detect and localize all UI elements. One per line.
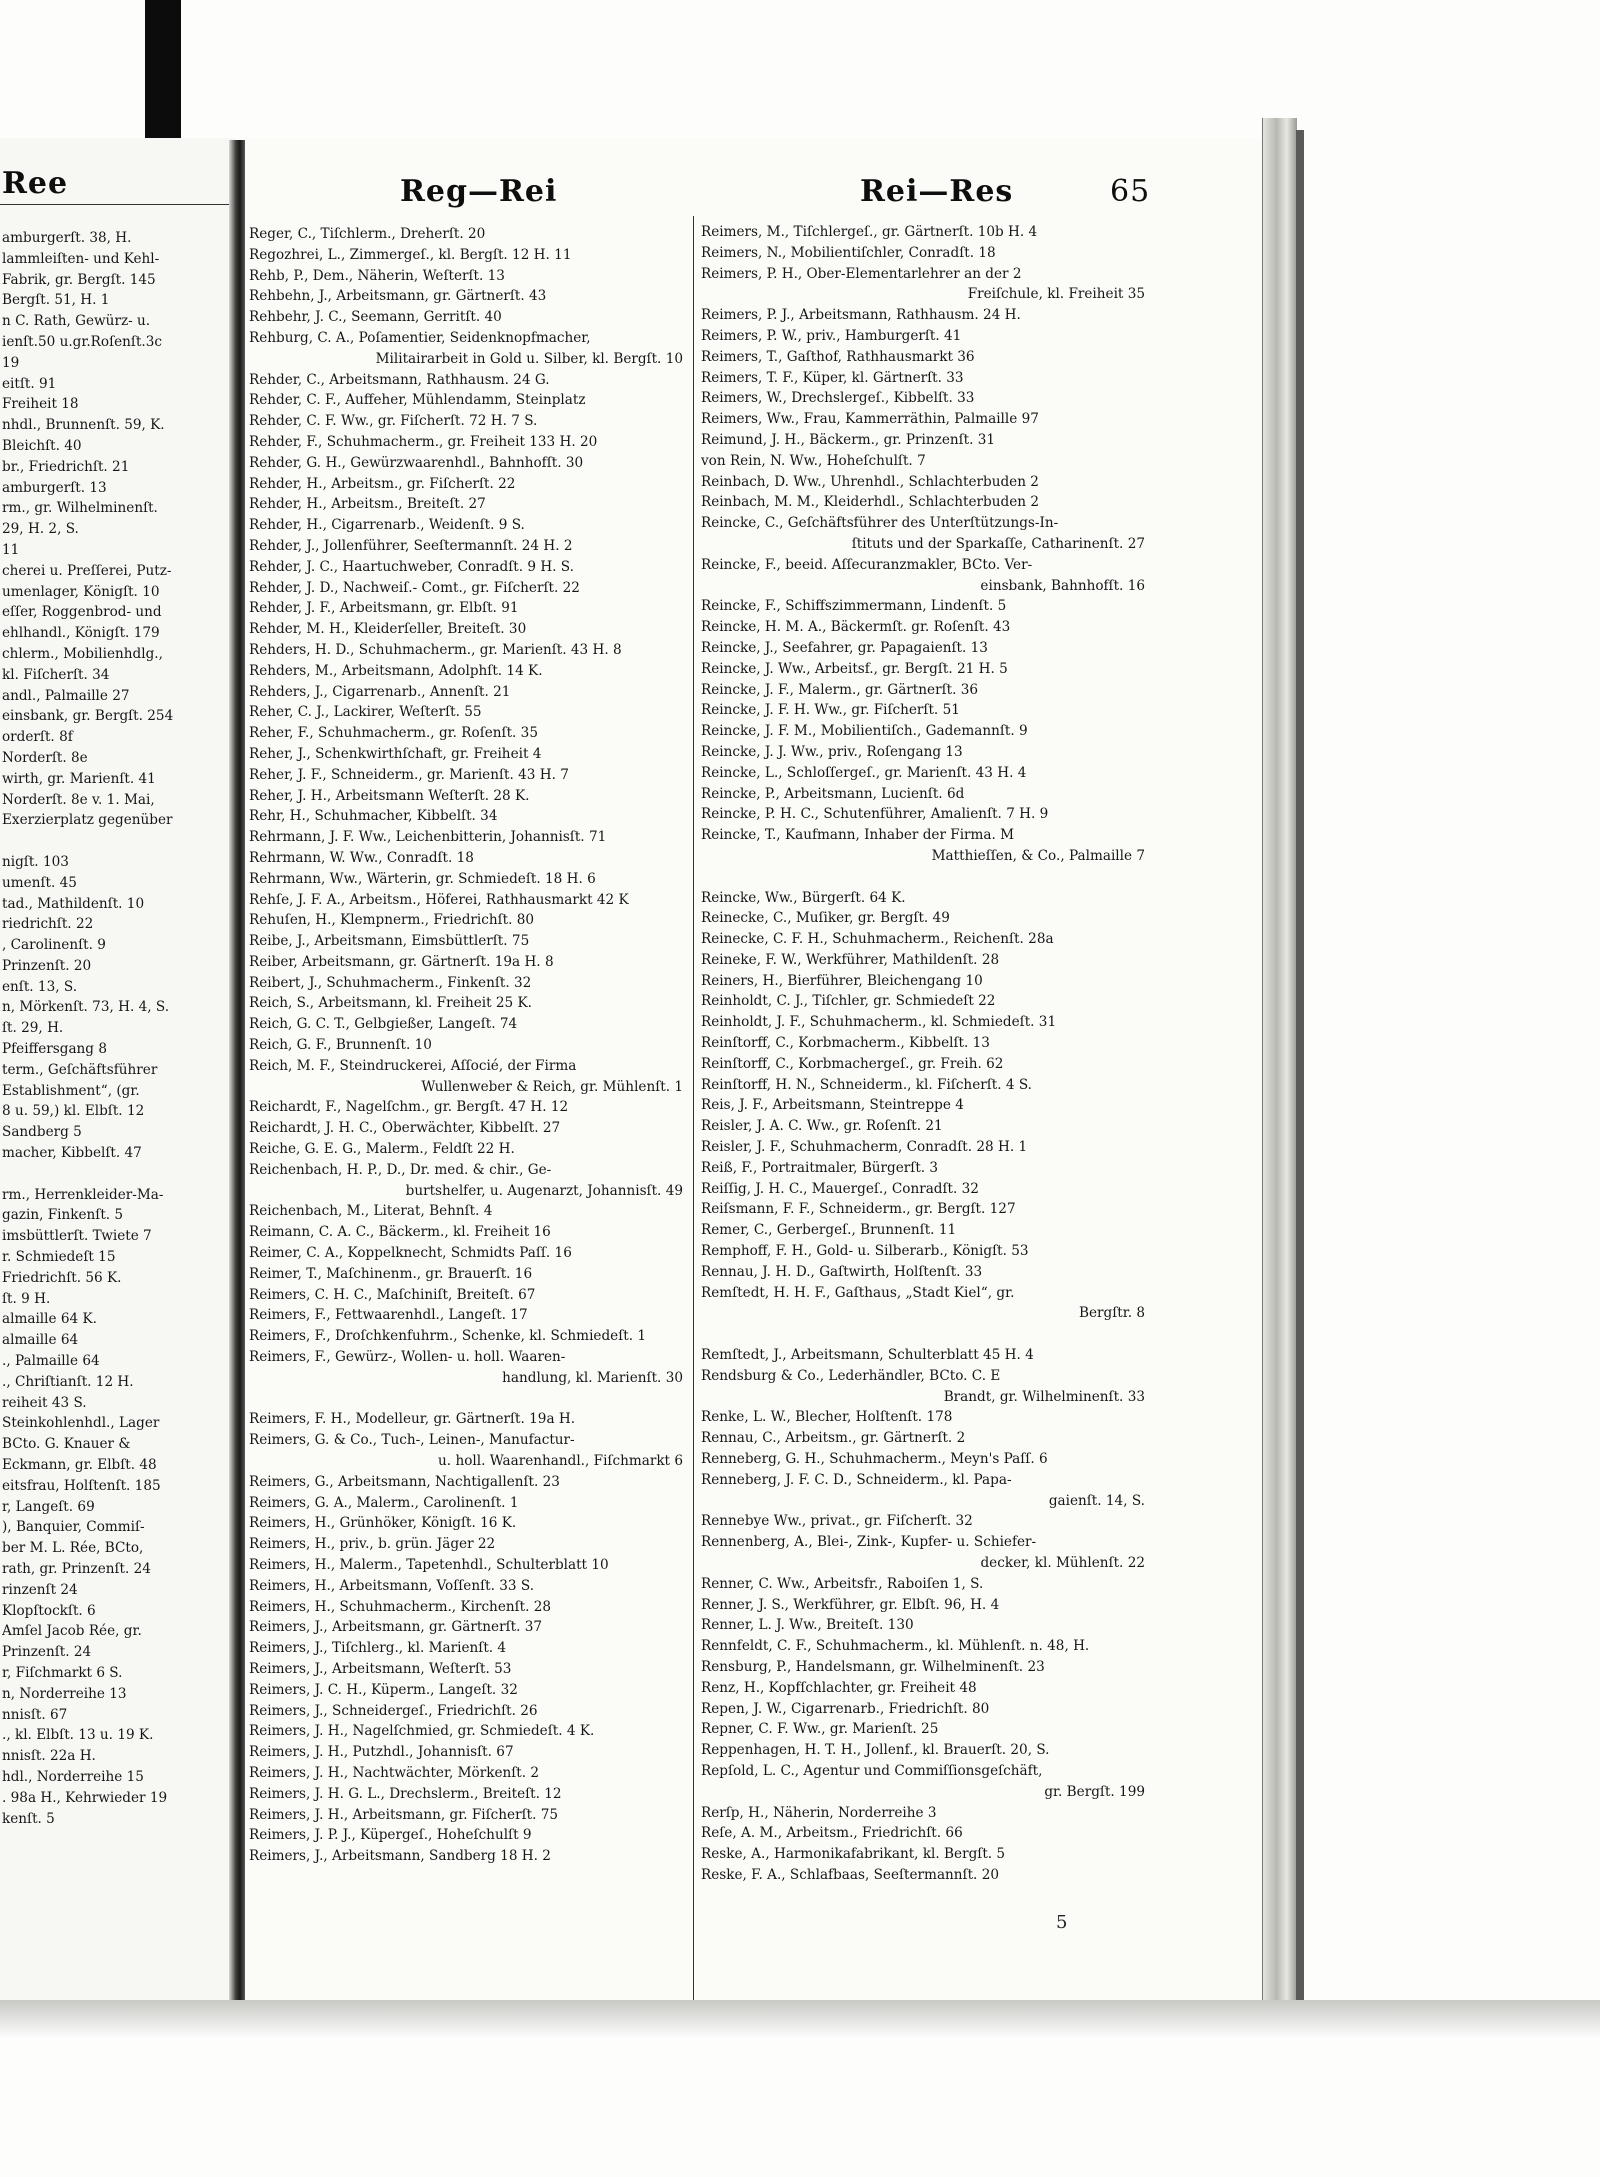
directory-entry: Rendsburg & Co., Lederhändler, BCto. C. E bbox=[701, 1367, 1001, 1384]
directory-entry: Reimers, J. H., Putzhdl., Johannisſt. 67 bbox=[249, 1744, 514, 1761]
right-page-header-left: Reg—Rei bbox=[400, 174, 558, 209]
directory-entry: Establishment“, (gr. bbox=[2, 1082, 140, 1099]
directory-column-1 bbox=[249, 224, 689, 1867]
directory-entry: Reiners, H., Bierführer, Bleichengang 10 bbox=[701, 972, 983, 989]
directory-entry: nigſt. 103 bbox=[2, 853, 69, 870]
directory-entry: Reimers, J. C. H., Küperm., Langeſt. 32 bbox=[249, 1681, 518, 1698]
directory-entry: Rehburg, C. A., Poſamentier, Seidenknopfmacher, bbox=[249, 329, 591, 346]
directory-entry: Reimers, F., Gewürz-, Wollen- u. holl. Waaren- bbox=[249, 1349, 566, 1366]
directory-entry: gr. Bergſt. 199 bbox=[1044, 1783, 1145, 1800]
blank-line bbox=[2, 1164, 228, 1185]
directory-entry: Reichenbach, M., Literat, Behnſt. 4 bbox=[249, 1203, 493, 1220]
directory-entry: Reske, F. A., Schlafbaas, Seeſtermannſt. 20 bbox=[701, 1866, 999, 1883]
directory-entry: , Carolinenſt. 9 bbox=[2, 937, 106, 954]
directory-entry: Reinholdt, C. J., Tiſchler, gr. Schmiedeſt 22 bbox=[701, 993, 996, 1010]
directory-entry: reiheit 43 S. bbox=[2, 1394, 87, 1411]
directory-entry: Reinholdt, J. F., Schuhmacherm., kl. Schmiedeſt. 31 bbox=[701, 1014, 1057, 1031]
directory-entry: Renneberg, J. F. C. D., Schneiderm., kl. Papa- bbox=[701, 1471, 1012, 1488]
right-page-header-right: Rei—Res bbox=[860, 174, 1014, 209]
directory-entry: Reimers, J. H., Arbeitsmann, gr. Fiſcherſt. 75 bbox=[249, 1806, 559, 1823]
directory-entry: Reiſſig, J. H. C., Mauergeſ., Conradſt. 32 bbox=[701, 1180, 979, 1197]
directory-entry: ehlhandl., Königſt. 179 bbox=[2, 625, 160, 642]
directory-entry: Reimund, J. H., Bäckerm., gr. Prinzenſt. 31 bbox=[701, 431, 996, 448]
directory-entry: Reinbach, M. M., Kleiderhdl., Schlachterbuden 2 bbox=[701, 494, 1039, 511]
directory-entry: n, Norderreihe 13 bbox=[2, 1685, 127, 1702]
directory-entry: Norderſt. 8e bbox=[2, 749, 88, 766]
directory-entry: Reincke, P. H. C., Schutenführer, Amalienſt. 7 H. 9 bbox=[701, 806, 1049, 823]
directory-entry: BCto. G. Knauer & bbox=[2, 1436, 131, 1453]
directory-entry: Reinſtorff, H. N., Schneiderm., kl. Fiſcherſt. 4 S. bbox=[701, 1076, 1032, 1093]
directory-entry: Rehder, H., Arbeitsm., Breiteſt. 27 bbox=[249, 496, 486, 513]
directory-entry: Reincke, C., Geſchäftsführer des Unterſtützungs-In- bbox=[701, 515, 1059, 532]
directory-entry: Steinkohlenhdl., Lager bbox=[2, 1415, 160, 1432]
directory-entry: eitsfrau, Holſtenſt. 185 bbox=[2, 1477, 161, 1494]
directory-entry: Rehder, H., Cigarrenarb., Weidenſt. 9 S. bbox=[249, 517, 525, 534]
directory-entry: Reichenbach, H. P., D., Dr. med. & chir., Ge- bbox=[249, 1161, 552, 1178]
directory-entry: Reimers, J. H., Nagelſchmied, gr. Schmiedeſt. 4 K. bbox=[249, 1723, 595, 1740]
directory-entry: Freiheit 18 bbox=[2, 396, 79, 413]
directory-entry: umenſt. 45 bbox=[2, 874, 77, 891]
directory-entry: Reimers, T. F., Küper, kl. Gärtnerſt. 33 bbox=[701, 369, 964, 386]
directory-entry: Rennebye Ww., privat., gr. Fiſcherſt. 32 bbox=[701, 1513, 973, 1530]
directory-entry: Militairarbeit in Gold u. Silber, kl. Bergſt. 10 bbox=[375, 350, 683, 367]
directory-entry: Reimers, G., Arbeitsmann, Nachtigallenſt. 23 bbox=[249, 1473, 560, 1490]
directory-entry: Bleichſt. 40 bbox=[2, 437, 82, 454]
directory-entry: Remſtedt, H. H. F., Gaſthaus, „Stadt Kiel“, gr. bbox=[701, 1284, 1015, 1301]
directory-entry: Remphoff, F. H., Gold- u. Silberarb., Königſt. 53 bbox=[701, 1243, 1029, 1260]
blank-line bbox=[249, 1389, 689, 1410]
directory-entry: Rerſp, H., Näherin, Norderreihe 3 bbox=[701, 1804, 937, 1821]
directory-entry: Reiber, Arbeitsmann, gr. Gärtnerſt. 19a H. 8 bbox=[249, 953, 554, 970]
page-number: 65 bbox=[1110, 174, 1151, 209]
directory-entry: 11 bbox=[2, 541, 20, 558]
directory-entry: Reimers, P. J., Arbeitsmann, Rathhausm. 24 H. bbox=[701, 307, 1021, 324]
blank-line bbox=[701, 1324, 1151, 1345]
directory-entry: chlerm., Mobilienhdlg., bbox=[2, 645, 163, 662]
directory-entry: Reis, J. F., Arbeitsmann, Steintreppe 4 bbox=[701, 1097, 964, 1114]
directory-entry: Klopſtockſt. 6 bbox=[2, 1602, 96, 1619]
directory-entry: Reske, A., Harmonikafabrikant, kl. Bergſt. 5 bbox=[701, 1846, 1006, 1863]
directory-entry: Rehder, J. F., Arbeitsmann, gr. Elbſt. 91 bbox=[249, 600, 519, 617]
directory-entry: kenſt. 5 bbox=[2, 1810, 55, 1827]
directory-entry: amburgerſt. 38, H. bbox=[2, 230, 132, 246]
directory-entry: Reincke, F., Schiffszimmermann, Lindenſt. 5 bbox=[701, 598, 1007, 615]
directory-entry: Reher, C. J., Lackirer, Weſterſt. 55 bbox=[249, 704, 482, 721]
directory-entry: enſt. 13, S. bbox=[2, 978, 78, 995]
directory-entry: von Rein, N. Ww., Hoheſchulſt. 7 bbox=[701, 452, 926, 469]
directory-entry: Rennau, J. H. D., Gaſtwirth, Holſtenſt. 33 bbox=[701, 1263, 983, 1280]
left-header-rule bbox=[0, 204, 230, 205]
directory-entry: Remer, C., Gerbergeſ., Brunnenſt. 11 bbox=[701, 1222, 957, 1239]
directory-entry: Reimers, G. A., Malerm., Carolinenſt. 1 bbox=[249, 1494, 519, 1511]
column-divider bbox=[693, 216, 694, 2018]
directory-entry: Reimer, C. A., Koppelknecht, Schmidts Paſſ. 16 bbox=[249, 1245, 572, 1262]
directory-entry: Rehder, J. D., Nachweiſ.- Comt., gr. Fiſcherſt. 22 bbox=[249, 579, 580, 596]
directory-entry: Rehder, J., Jollenführer, Seeſtermannſt. 24 H. 2 bbox=[249, 537, 573, 554]
directory-entry: Reimers, Ww., Frau, Kammerräthin, Palmaille 97 bbox=[701, 411, 1039, 428]
directory-entry: Reher, J. F., Schneiderm., gr. Marienſt. 43 H. 7 bbox=[249, 766, 569, 783]
directory-entry: Renz, H., Kopfſchlachter, gr. Freiheit 48 bbox=[701, 1679, 977, 1696]
directory-entry: Reisler, J. F., Schuhmacherm, Conradſt. 28 H. 1 bbox=[701, 1139, 1028, 1156]
directory-entry: r, Fiſchmarkt 6 S. bbox=[2, 1664, 123, 1681]
directory-entry: Rehders, J., Cigarrenarb., Annenſt. 21 bbox=[249, 683, 511, 700]
directory-entry: Reiß, F., Portraitmaler, Bürgerſt. 3 bbox=[701, 1159, 939, 1176]
directory-entry: Reimers, C. H. C., Maſchiniſt, Breiteſt. 67 bbox=[249, 1286, 536, 1303]
directory-entry: Rehbehr, J. C., Seemann, Gerritſt. 40 bbox=[249, 309, 502, 326]
directory-entry: Reich, M. F., Steindruckerei, Aſſocié, der Firma bbox=[249, 1057, 577, 1074]
directory-entry: Reimers, H., Schuhmacherm., Kirchenſt. 28 bbox=[249, 1598, 552, 1615]
directory-entry: ienſt.50 u.gr.Roſenſt.3c bbox=[2, 333, 163, 350]
directory-entry: eitſt. 91 bbox=[2, 375, 57, 392]
directory-entry: term., Geſchäftsführer bbox=[2, 1061, 158, 1078]
directory-entry: Prinzenſt. 20 bbox=[2, 957, 92, 974]
directory-entry: rm., Herrenkleider-Ma- bbox=[2, 1186, 164, 1203]
directory-entry: Reimers, P. H., Ober-Elementarlehrer an der 2 bbox=[701, 265, 1022, 282]
directory-entry: Wullenweber & Reich, gr. Mühlenſt. 1 bbox=[421, 1078, 683, 1095]
directory-entry: Reinecke, C., Muſiker, gr. Bergſt. 49 bbox=[701, 910, 950, 927]
directory-entry: Rehder, C. F., Auffeher, Mühlendamm, Steinplatz bbox=[249, 392, 586, 409]
directory-entry: Rehr, H., Schuhmacher, Kibbelſt. 34 bbox=[249, 808, 498, 825]
directory-entry: Rehder, J. C., Haartuchweber, Conradſt. 9 H. S. bbox=[249, 558, 574, 575]
directory-entry: gaienſt. 14, S. bbox=[1048, 1492, 1145, 1509]
directory-entry: Reimers, J. H. G. L., Drechslerm., Breiteſt. 12 bbox=[249, 1785, 562, 1802]
page-edge bbox=[1262, 118, 1297, 2018]
blank-line bbox=[2, 831, 228, 852]
directory-entry: Reimers, J. P. J., Küpergeſ., Hoheſchulſt 9 bbox=[249, 1827, 532, 1844]
binding-strip bbox=[145, 0, 181, 150]
directory-entry: Reimers, G. & Co., Tuch-, Leinen-, Manufactur- bbox=[249, 1432, 575, 1449]
directory-entry: Reincke, Ww., Bürgerſt. 64 K. bbox=[701, 889, 906, 906]
directory-entry: Reincke, J. J. Ww., priv., Roſengang 13 bbox=[701, 743, 963, 760]
directory-entry: einsbank, gr. Bergſt. 254 bbox=[2, 708, 174, 725]
directory-entry: Rehuſen, H., Klempnerm., Friedrichſt. 80 bbox=[249, 912, 535, 929]
directory-entry: Reincke, H. M. A., Bäckermſt. gr. Roſenſt. 43 bbox=[701, 619, 1011, 636]
directory-entry: 19 bbox=[2, 354, 20, 371]
directory-entry: Reichardt, F., Nagelſchm., gr. Bergſt. 47 H. 12 bbox=[249, 1099, 569, 1116]
directory-entry: Renner, C. Ww., Arbeitsfr., Raboiſen 1, S. bbox=[701, 1575, 984, 1592]
directory-entry: hdl., Norderreihe 15 bbox=[2, 1768, 144, 1785]
directory-entry: Reiche, G. E. G., Malerm., Feldſt 22 H. bbox=[249, 1141, 515, 1158]
directory-entry: kl. Fiſcherſt. 34 bbox=[2, 666, 110, 683]
directory-entry: Rennau, C., Arbeitsm., gr. Gärtnerſt. 2 bbox=[701, 1430, 966, 1447]
directory-entry: burtshelfer, u. Augenarzt, Johannisſt. 49 bbox=[405, 1182, 683, 1199]
directory-entry: ber M. L. Rée, BCto, bbox=[2, 1540, 144, 1557]
directory-entry: 8 u. 59,) kl. Elbſt. 12 bbox=[2, 1103, 145, 1120]
directory-entry: Bergſtr. 8 bbox=[1078, 1305, 1145, 1322]
directory-entry: Reimers, H., Grünhöker, Königſt. 16 K. bbox=[249, 1515, 517, 1532]
left-page-column bbox=[2, 228, 228, 1829]
directory-entry: Rehſe, J. F. A., Arbeitsm., Höferei, Rathhausmarkt 42 K bbox=[249, 891, 629, 908]
directory-entry: lammleiſten- und Kehl- bbox=[2, 250, 160, 267]
directory-entry: Reinſtorff, C., Korbmacherm., Kibbelſt. 13 bbox=[701, 1035, 990, 1052]
directory-entry: Pfeiffersgang 8 bbox=[2, 1041, 107, 1058]
directory-entry: Renke, L. W., Blecher, Holſtenſt. 178 bbox=[701, 1409, 953, 1426]
directory-entry: Reimers, F., Fettwaarenhdl., Langeſt. 17 bbox=[249, 1307, 528, 1324]
directory-entry: Reincke, J., Seefahrer, gr. Papagaienſt. 13 bbox=[701, 639, 988, 656]
directory-entry: Eckmann, gr. Elbſt. 48 bbox=[2, 1457, 157, 1474]
directory-entry: Rehbehn, J., Arbeitsmann, gr. Gärtnerſt. 43 bbox=[249, 288, 547, 305]
directory-entry: imsbüttlerſt. Twiete 7 bbox=[2, 1228, 152, 1245]
directory-entry: Reimers, J., Tiſchlerg., kl. Marienſt. 4 bbox=[249, 1640, 507, 1657]
directory-entry: Reſe, A. M., Arbeitsm., Friedrichſt. 66 bbox=[701, 1825, 963, 1842]
directory-entry: Rehder, H., Arbeitsm., gr. Fiſcherſt. 22 bbox=[249, 475, 516, 492]
directory-entry: nhdl., Brunnenſt. 59, K. bbox=[2, 417, 165, 434]
directory-entry: Reimers, T., Gaſthof, Rathhausmarkt 36 bbox=[701, 348, 975, 365]
directory-entry: gazin, Finkenſt. 5 bbox=[2, 1207, 124, 1224]
directory-entry: decker, kl. Mühlenſt. 22 bbox=[980, 1555, 1145, 1571]
directory-entry: Reimers, M., Tiſchlergeſ., gr. Gärtnerſt. 10b H. 4 bbox=[701, 224, 1038, 240]
directory-entry: Reich, G. F., Brunnenſt. 10 bbox=[249, 1037, 432, 1054]
directory-entry: Sandberg 5 bbox=[2, 1124, 82, 1141]
directory-entry: ſtituts und der Sparkaſſe, Catharinenſt. 27 bbox=[851, 535, 1145, 552]
directory-entry: macher, Kibbelſt. 47 bbox=[2, 1145, 142, 1162]
directory-entry: Reimers, H., Malerm., Tapetenhdl., Schulterblatt 10 bbox=[249, 1557, 609, 1573]
directory-entry: Reibe, J., Arbeitsmann, Eimsbüttlerſt. 75 bbox=[249, 933, 530, 950]
directory-entry: Rehder, C. F. Ww., gr. Fiſcherſt. 72 H. 7 S. bbox=[249, 413, 538, 430]
directory-entry: Reich, G. C. T., Gelbgießer, Langeſt. 74 bbox=[249, 1016, 518, 1033]
directory-entry: Reger, C., Tiſchlerm., Dreherſt. 20 bbox=[249, 226, 486, 242]
directory-entry: Reincke, J. F. H. Ww., gr. Fiſcherſt. 51 bbox=[701, 702, 960, 719]
directory-entry: Amſel Jacob Rée, gr. bbox=[2, 1623, 142, 1640]
directory-entry: n, Mörkenſt. 73, H. 4, S. bbox=[2, 999, 170, 1016]
directory-entry: amburgerſt. 13 bbox=[2, 479, 107, 496]
directory-entry: Reimers, H., Arbeitsmann, Voſſenſt. 33 S. bbox=[249, 1577, 535, 1594]
directory-entry: Rehders, H. D., Schuhmacherm., gr. Marienſt. 43 H. 8 bbox=[249, 641, 622, 658]
directory-entry: almaille 64 K. bbox=[2, 1311, 97, 1328]
directory-entry: Fabrik, gr. Bergſt. 145 bbox=[2, 271, 156, 288]
directory-entry: Norderſt. 8e v. 1. Mai, bbox=[2, 791, 155, 808]
directory-entry: ., Palmaille 64 bbox=[2, 1353, 100, 1370]
directory-entry: Brandt, gr. Wilhelminenſt. 33 bbox=[943, 1388, 1145, 1405]
directory-entry: Reimers, J., Schneidergeſ., Friedrichſt. 26 bbox=[249, 1702, 538, 1719]
directory-entry: Prinzenſt. 24 bbox=[2, 1644, 92, 1661]
directory-entry: ſt. 9 H. bbox=[2, 1290, 51, 1307]
directory-entry: Bergſt. 51, H. 1 bbox=[2, 292, 110, 309]
directory-entry: Renneberg, G. H., Schuhmacherm., Meyn's Paſſ. 6 bbox=[701, 1451, 1048, 1468]
left-page-header: Ree bbox=[2, 166, 69, 201]
directory-entry: Freiſchule, kl. Freiheit 35 bbox=[967, 286, 1145, 303]
directory-entry: Reimers, H., priv., b. grün. Jäger 22 bbox=[249, 1536, 496, 1553]
directory-entry: tad., Mathildenſt. 10 bbox=[2, 895, 145, 912]
directory-entry: Reincke, P., Arbeitsmann, Lucienſt. 6d bbox=[701, 785, 965, 802]
directory-entry: Reimers, W., Drechslergeſ., Kibbelſt. 33 bbox=[701, 390, 975, 407]
directory-entry: Reimers, J., Arbeitsmann, Sandberg 18 H. 2 bbox=[249, 1848, 551, 1865]
directory-entry: Reinecke, C. F. H., Schuhmacherm., Reichenſt. 28a bbox=[701, 931, 1054, 948]
right-page bbox=[245, 138, 1265, 2018]
directory-entry: Repner, C. F. Ww., gr. Marienſt. 25 bbox=[701, 1721, 939, 1738]
directory-entry: handlung, kl. Marienſt. 30 bbox=[502, 1369, 683, 1386]
directory-entry: Reincke, J. Ww., Arbeitsf., gr. Bergſt. 21 H. 5 bbox=[701, 660, 1008, 677]
directory-entry: Repen, J. W., Cigarrenarb., Friedrichſt. 80 bbox=[701, 1700, 990, 1717]
directory-entry: rm., gr. Wilhelminenſt. bbox=[2, 500, 158, 517]
directory-entry: rath, gr. Prinzenſt. 24 bbox=[2, 1561, 151, 1577]
directory-entry: Reimers, J. H., Nachtwächter, Mörkenſt. 2 bbox=[249, 1764, 540, 1781]
directory-entry: Rehder, M. H., Kleiderſeller, Breiteſt. 30 bbox=[249, 621, 527, 638]
directory-entry: Reher, J., Schenkwirthſchaft, gr. Freiheit 4 bbox=[249, 745, 542, 762]
directory-entry: Rennfeldt, C. F., Schuhmacherm., kl. Mühlenſt. n. 48, H. bbox=[701, 1638, 1090, 1655]
directory-entry: Rehrmann, W. Ww., Conradſt. 18 bbox=[249, 849, 474, 866]
directory-entry: Rehrmann, J. F. Ww., Leichenbitterin, Johannisſt. 71 bbox=[249, 829, 607, 846]
directory-entry: ), Banquier, Commiſ- bbox=[2, 1519, 145, 1536]
directory-entry: u. holl. Waarenhandl., Fiſchmarkt 6 bbox=[438, 1453, 683, 1470]
directory-entry: Reisler, J. A. C. Ww., gr. Roſenſt. 21 bbox=[701, 1118, 943, 1135]
directory-entry: Reimers, J., Arbeitsmann, Weſterſt. 53 bbox=[249, 1660, 512, 1677]
directory-entry: . 98a H., Kehrwieder 19 bbox=[2, 1789, 168, 1806]
directory-entry: nnisſt. 22a H. bbox=[2, 1748, 96, 1765]
blank-line bbox=[701, 867, 1151, 888]
directory-entry: Reppenhagen, H. T. H., Jollenf., kl. Brauerſt. 20, S. bbox=[701, 1742, 1050, 1759]
page-edge-shadow bbox=[1296, 130, 1304, 2020]
directory-entry: Reineke, F. W., Werkführer, Mathildenſt. 28 bbox=[701, 951, 1000, 968]
directory-entry: Rensburg, P., Handelsmann, gr. Wilhelminenſt. 23 bbox=[701, 1658, 1045, 1675]
directory-entry: Rehder, G. H., Gewürzwaarenhdl., Bahnhofſt. 30 bbox=[249, 454, 584, 471]
directory-entry: Regozhrei, L., Zimmergeſ., kl. Bergſt. 12 H. 11 bbox=[249, 246, 572, 263]
directory-entry: Remſtedt, J., Arbeitsmann, Schulterblatt 45 H. 4 bbox=[701, 1347, 1034, 1364]
directory-entry: Rehb, P., Dem., Näherin, Weſterſt. 13 bbox=[249, 267, 505, 284]
directory-entry: r. Schmiedeſt 15 bbox=[2, 1249, 116, 1266]
directory-entry: Reich, S., Arbeitsmann, kl. Freiheit 25 K. bbox=[249, 995, 532, 1012]
directory-entry: Reincke, J. F., Malerm., gr. Gärtnerſt. 36 bbox=[701, 681, 979, 698]
directory-entry: ., Chriſtianſt. 12 H. bbox=[2, 1373, 134, 1390]
directory-entry: br., Friedrichſt. 21 bbox=[2, 458, 130, 475]
directory-entry: nnisſt. 67 bbox=[2, 1706, 68, 1723]
directory-entry: Rehder, F., Schuhmacherm., gr. Freiheit 133 H. 20 bbox=[249, 433, 598, 450]
directory-entry: Reincke, T., Kaufmann, Inhaber der Firma. M bbox=[701, 827, 1015, 844]
left-page bbox=[0, 138, 235, 2018]
directory-entry: einsbank, Bahnhofſt. 16 bbox=[980, 577, 1145, 594]
directory-entry: Reimers, P. W., priv., Hamburgerſt. 41 bbox=[701, 327, 962, 344]
directory-entry: Reimers, F. H., Modelleur, gr. Gärtnerſt. 19a H. bbox=[249, 1411, 576, 1428]
directory-entry: Reiſsmann, F. F., Schneiderm., gr. Bergſt. 127 bbox=[701, 1201, 1016, 1218]
directory-entry: Rehders, M., Arbeitsmann, Adolphſt. 14 K. bbox=[249, 662, 543, 679]
directory-entry: Reinſtorff, C., Korbmachergeſ., gr. Freih. 62 bbox=[701, 1055, 1004, 1072]
directory-entry: rinzenſt 24 bbox=[2, 1581, 78, 1598]
directory-entry: Friedrichſt. 56 K. bbox=[2, 1269, 122, 1286]
directory-entry: Reinbach, D. Ww., Uhrenhdl., Schlachterbuden 2 bbox=[701, 473, 1039, 490]
directory-entry: Reibert, J., Schuhmacherm., Finkenſt. 32 bbox=[249, 974, 532, 991]
directory-entry: wirth, gr. Marienſt. 41 bbox=[2, 770, 156, 787]
directory-entry: eſſer, Roggenbrod- und bbox=[2, 604, 162, 621]
directory-entry: andl., Palmaille 27 bbox=[2, 687, 130, 704]
directory-entry: Reher, J. H., Arbeitsmann Weſterſt. 28 K. bbox=[249, 787, 530, 804]
directory-entry: Reimers, N., Mobilientiſchler, Conradſt. 18 bbox=[701, 244, 996, 261]
directory-entry: Reincke, J. F. M., Mobilientiſch., Gademannſt. 9 bbox=[701, 723, 1028, 740]
directory-entry: Rennenberg, A., Blei-, Zink-, Kupfer- u. Schiefer- bbox=[701, 1534, 1037, 1551]
directory-entry: Rehrmann, Ww., Wärterin, gr. Schmiedeſt. 18 H. 6 bbox=[249, 870, 596, 887]
directory-entry: ., kl. Elbſt. 13 u. 19 K. bbox=[2, 1727, 154, 1744]
directory-entry: n C. Rath, Gewürz- u. bbox=[2, 313, 151, 330]
directory-entry: ſt. 29, H. bbox=[2, 1020, 64, 1037]
directory-entry: Reimers, F., Droſchkenfuhrm., Schenke, kl. Schmiedeſt. 1 bbox=[249, 1328, 646, 1345]
directory-entry: r, Langeſt. 69 bbox=[2, 1498, 95, 1515]
signature-mark: 5 bbox=[1056, 1912, 1068, 1933]
directory-entry: Reincke, L., Schloſſergeſ., gr. Marienſt. 43 H. 4 bbox=[701, 764, 1027, 781]
directory-entry: cherei u. Preſſerei, Putz- bbox=[2, 562, 172, 579]
directory-entry: Exerzierplatz gegenüber bbox=[2, 812, 173, 829]
directory-entry: Reimann, C. A. C., Bäckerm., kl. Freiheit 16 bbox=[249, 1224, 551, 1241]
directory-column-2 bbox=[701, 222, 1151, 1886]
directory-entry: Matthieſſen, & Co., Palmaille 7 bbox=[931, 847, 1145, 864]
directory-entry: Reher, F., Schuhmacherm., gr. Roſenſt. 35 bbox=[249, 725, 538, 742]
directory-entry: Reimers, J., Arbeitsmann, gr. Gärtnerſt. 37 bbox=[249, 1619, 543, 1636]
bottom-shadow bbox=[0, 2000, 1600, 2040]
directory-entry: almaille 64 bbox=[2, 1332, 79, 1349]
directory-entry: Repſold, L. C., Agentur und Commiſſionsgeſchäft, bbox=[701, 1762, 1043, 1779]
directory-entry: umenlager, Königſt. 10 bbox=[2, 583, 160, 600]
directory-entry: orderſt. 8f bbox=[2, 729, 73, 746]
directory-entry: 29, H. 2, S. bbox=[2, 521, 79, 538]
directory-entry: Renner, L. J. Ww., Breiteſt. 130 bbox=[701, 1617, 914, 1634]
directory-entry: Reichardt, J. H. C., Oberwächter, Kibbelſt. 27 bbox=[249, 1120, 561, 1137]
directory-entry: Reimer, T., Maſchinenm., gr. Brauerſt. 16 bbox=[249, 1265, 533, 1282]
directory-entry: Rehder, C., Arbeitsmann, Rathhausm. 24 G. bbox=[249, 371, 550, 388]
directory-entry: Reincke, F., beeid. Aſſecuranzmakler, BCto. Ver- bbox=[701, 556, 1033, 573]
directory-entry: riedrichſt. 22 bbox=[2, 916, 94, 933]
directory-entry: Renner, J. S., Werkführer, gr. Elbſt. 96, H. 4 bbox=[701, 1596, 1000, 1613]
